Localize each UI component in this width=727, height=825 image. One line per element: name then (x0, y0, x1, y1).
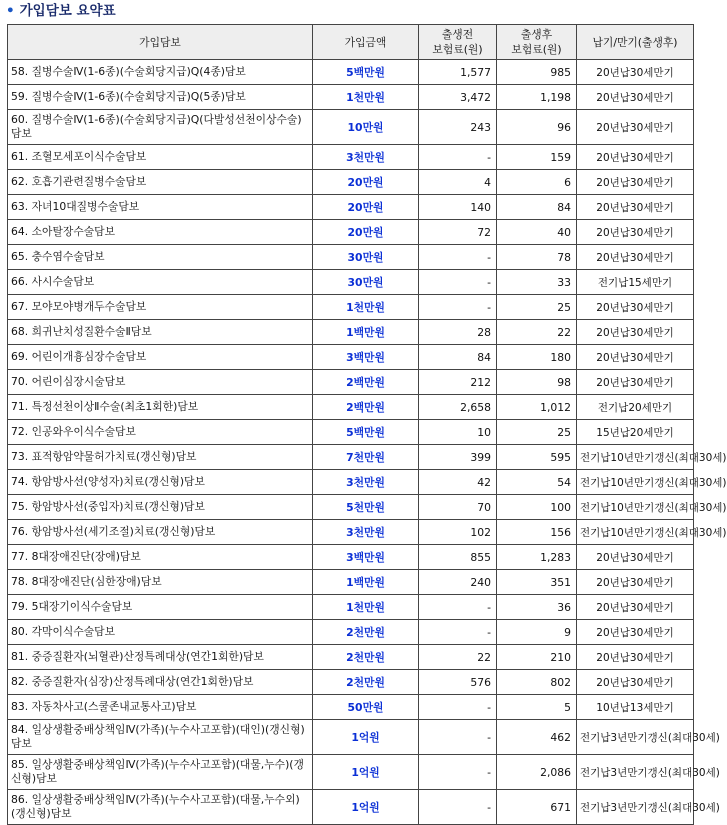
coverage-name-cell: 72. 인공와우이식수술담보 (8, 420, 313, 445)
postbirth-premium-cell: 54 (497, 470, 577, 495)
amount-cell: 1억원 (313, 720, 419, 755)
table-row (8, 495, 694, 520)
postbirth-premium-cell: 156 (497, 520, 577, 545)
term-cell: 전기납10년만기갱신(최대30세) (577, 495, 694, 520)
table-row (8, 85, 694, 110)
coverage-name-cell: 59. 질병수술Ⅳ(1-6종)(수술회당지급)Q(5종)담보 (8, 85, 313, 110)
postbirth-premium-cell: 36 (497, 595, 577, 620)
coverage-name-cell: 66. 사시수술담보 (8, 270, 313, 295)
prebirth-premium-cell: 22 (419, 645, 497, 670)
postbirth-premium-cell: 100 (497, 495, 577, 520)
header-prebirth-line2: 보험료(원) (432, 43, 483, 56)
coverage-name-cell: 81. 중증질환자(뇌혈관)산정특례대상(연간1회한)담보 (8, 645, 313, 670)
prebirth-premium-cell: - (419, 695, 497, 720)
coverage-name-cell: 76. 항암방사선(세기조절)치료(갱신형)담보 (8, 520, 313, 545)
table-row (8, 110, 694, 145)
term-cell: 전기납3년만기갱신(최대30세) (577, 720, 694, 755)
table-row (8, 720, 694, 755)
prebirth-premium-cell: - (419, 755, 497, 790)
header-term: 납기/만기(출생후) (577, 25, 694, 60)
postbirth-premium-cell: 6 (497, 170, 577, 195)
postbirth-premium-cell: 5 (497, 695, 577, 720)
table-row (8, 220, 694, 245)
amount-cell: 1백만원 (313, 320, 419, 345)
section-title (0, 0, 702, 24)
postbirth-premium-cell: 351 (497, 570, 577, 595)
header-amount: 가입금액 (313, 25, 419, 60)
term-cell: 20년납30세만기 (577, 670, 694, 695)
postbirth-premium-cell: 33 (497, 270, 577, 295)
header-postbirth-line1: 출생후 (520, 28, 553, 41)
header-coverage: 가입담보 (8, 25, 313, 60)
coverage-name-cell: 75. 항암방사선(중입자)치료(갱신형)담보 (8, 495, 313, 520)
section-title-text: 가입담보 요약표 (19, 3, 116, 19)
prebirth-premium-cell: 2,658 (419, 395, 497, 420)
postbirth-premium-cell: 671 (497, 790, 577, 825)
table-row (8, 790, 694, 825)
table-row (8, 370, 694, 395)
prebirth-premium-cell: 10 (419, 420, 497, 445)
coverage-name-cell: 73. 표적항암약물허가치료(갱신형)담보 (8, 445, 313, 470)
term-cell: 20년납30세만기 (577, 545, 694, 570)
term-cell: 20년납30세만기 (577, 345, 694, 370)
table-row (8, 245, 694, 270)
postbirth-premium-cell: 1,012 (497, 395, 577, 420)
term-cell: 20년납30세만기 (577, 245, 694, 270)
term-cell: 20년납30세만기 (577, 110, 694, 145)
amount-cell: 2천만원 (313, 620, 419, 645)
coverage-name-cell: 58. 질병수술Ⅳ(1-6종)(수술회당지급)Q(4종)담보 (8, 60, 313, 85)
term-cell: 20년납30세만기 (577, 320, 694, 345)
table-row (8, 295, 694, 320)
prebirth-premium-cell: 28 (419, 320, 497, 345)
coverage-name-cell: 79. 5대장기이식수술담보 (8, 595, 313, 620)
term-cell: 10년납13세만기 (577, 695, 694, 720)
term-cell: 전기납10년만기갱신(최대30세) (577, 520, 694, 545)
prebirth-premium-cell: 399 (419, 445, 497, 470)
postbirth-premium-cell: 462 (497, 720, 577, 755)
coverage-name-cell: 63. 자녀10대질병수술담보 (8, 195, 313, 220)
postbirth-premium-cell: 96 (497, 110, 577, 145)
amount-cell: 3백만원 (313, 545, 419, 570)
postbirth-premium-cell: 2,086 (497, 755, 577, 790)
term-cell: 20년납30세만기 (577, 645, 694, 670)
term-cell: 전기납10년만기갱신(최대30세) (577, 470, 694, 495)
prebirth-premium-cell: 576 (419, 670, 497, 695)
table-row (8, 695, 694, 720)
term-cell: 전기납3년만기갱신(최대30세) (577, 755, 694, 790)
amount-cell: 1백만원 (313, 570, 419, 595)
amount-cell: 5백만원 (313, 420, 419, 445)
bullet-icon: • (6, 3, 15, 19)
prebirth-premium-cell: 243 (419, 110, 497, 145)
coverage-name-cell: 80. 각막이식수술담보 (8, 620, 313, 645)
coverage-name-cell: 60. 질병수술Ⅳ(1-6종)(수술회당지급)Q(다발성선천이상수술)담보 (8, 110, 313, 145)
term-cell: 15년납20세만기 (577, 420, 694, 445)
postbirth-premium-cell: 1,283 (497, 545, 577, 570)
coverage-name-cell: 82. 중증질환자(심장)산정특례대상(연간1회한)담보 (8, 670, 313, 695)
postbirth-premium-cell: 9 (497, 620, 577, 645)
amount-cell: 2천만원 (313, 645, 419, 670)
postbirth-premium-cell: 802 (497, 670, 577, 695)
coverage-name-cell: 78. 8대장애진단(심한장애)담보 (8, 570, 313, 595)
coverage-name-cell: 83. 자동차사고(스쿨존내교통사고)담보 (8, 695, 313, 720)
table-row (8, 470, 694, 495)
table-row (8, 545, 694, 570)
prebirth-premium-cell: 84 (419, 345, 497, 370)
prebirth-premium-cell: 102 (419, 520, 497, 545)
amount-cell: 1억원 (313, 790, 419, 825)
term-cell: 20년납30세만기 (577, 370, 694, 395)
amount-cell: 2천만원 (313, 670, 419, 695)
coverage-name-cell: 61. 조혈모세포이식수술담보 (8, 145, 313, 170)
postbirth-premium-cell: 985 (497, 60, 577, 85)
table-row (8, 670, 694, 695)
prebirth-premium-cell: 3,472 (419, 85, 497, 110)
term-cell: 20년납30세만기 (577, 170, 694, 195)
prebirth-premium-cell: - (419, 595, 497, 620)
table-header-row (8, 25, 694, 60)
header-postbirth-premium (497, 25, 577, 60)
prebirth-premium-cell: 140 (419, 195, 497, 220)
table-row (8, 595, 694, 620)
coverage-name-cell: 69. 어린이개흉심장수술담보 (8, 345, 313, 370)
prebirth-premium-cell: - (419, 720, 497, 755)
postbirth-premium-cell: 78 (497, 245, 577, 270)
table-row (8, 445, 694, 470)
term-cell: 20년납30세만기 (577, 85, 694, 110)
term-cell: 전기납15세만기 (577, 270, 694, 295)
prebirth-premium-cell: - (419, 790, 497, 825)
amount-cell: 3천만원 (313, 520, 419, 545)
term-cell: 20년납30세만기 (577, 60, 694, 85)
amount-cell: 3백만원 (313, 345, 419, 370)
prebirth-premium-cell: 4 (419, 170, 497, 195)
table-row (8, 420, 694, 445)
table-row (8, 195, 694, 220)
term-cell: 20년납30세만기 (577, 595, 694, 620)
coverage-name-cell: 68. 희귀난치성질환수술Ⅱ담보 (8, 320, 313, 345)
table-row (8, 645, 694, 670)
term-cell: 전기납20세만기 (577, 395, 694, 420)
amount-cell: 3천만원 (313, 470, 419, 495)
postbirth-premium-cell: 210 (497, 645, 577, 670)
amount-cell: 1천만원 (313, 295, 419, 320)
postbirth-premium-cell: 25 (497, 295, 577, 320)
amount-cell: 30만원 (313, 270, 419, 295)
coverage-name-cell: 64. 소아탈장수술담보 (8, 220, 313, 245)
coverage-name-cell: 70. 어린이심장시술담보 (8, 370, 313, 395)
prebirth-premium-cell: - (419, 620, 497, 645)
postbirth-premium-cell: 1,198 (497, 85, 577, 110)
amount-cell: 20만원 (313, 170, 419, 195)
prebirth-premium-cell: 240 (419, 570, 497, 595)
coverage-name-cell: 67. 모야모야병개두수술담보 (8, 295, 313, 320)
coverage-summary-table (7, 24, 727, 825)
table-row (8, 755, 694, 790)
table-row (8, 395, 694, 420)
prebirth-premium-cell: - (419, 270, 497, 295)
coverage-name-cell: 62. 호흡기관련질병수술담보 (8, 170, 313, 195)
term-cell: 전기납10년만기갱신(최대30세) (577, 445, 694, 470)
table-row (8, 270, 694, 295)
coverage-name-cell: 74. 항암방사선(양성자)치료(갱신형)담보 (8, 470, 313, 495)
header-prebirth-premium (419, 25, 497, 60)
amount-cell: 1천만원 (313, 85, 419, 110)
amount-cell: 50만원 (313, 695, 419, 720)
table-row (8, 170, 694, 195)
term-cell: 전기납3년만기갱신(최대30세) (577, 790, 694, 825)
amount-cell: 30만원 (313, 245, 419, 270)
table-row (8, 60, 694, 85)
amount-cell: 5천만원 (313, 495, 419, 520)
postbirth-premium-cell: 595 (497, 445, 577, 470)
prebirth-premium-cell: - (419, 145, 497, 170)
header-postbirth-line2: 보험료(원) (511, 43, 562, 56)
amount-cell: 1천만원 (313, 595, 419, 620)
amount-cell: 20만원 (313, 195, 419, 220)
postbirth-premium-cell: 84 (497, 195, 577, 220)
coverage-name-cell: 85. 일상생활중배상책임Ⅳ(가족)(누수사고포함)(대물,누수)(갱신형)담보 (8, 755, 313, 790)
term-cell: 20년납30세만기 (577, 220, 694, 245)
amount-cell: 1억원 (313, 755, 419, 790)
table-row (8, 570, 694, 595)
table-row (8, 620, 694, 645)
term-cell: 20년납30세만기 (577, 570, 694, 595)
amount-cell: 10만원 (313, 110, 419, 145)
postbirth-premium-cell: 159 (497, 145, 577, 170)
term-cell: 20년납30세만기 (577, 195, 694, 220)
prebirth-premium-cell: 70 (419, 495, 497, 520)
prebirth-premium-cell: 42 (419, 470, 497, 495)
postbirth-premium-cell: 180 (497, 345, 577, 370)
prebirth-premium-cell: 72 (419, 220, 497, 245)
amount-cell: 20만원 (313, 220, 419, 245)
term-cell: 20년납30세만기 (577, 620, 694, 645)
prebirth-premium-cell: - (419, 245, 497, 270)
amount-cell: 7천만원 (313, 445, 419, 470)
coverage-name-cell: 84. 일상생활중배상책임Ⅳ(가족)(누수사고포함)(대인)(갱신형)담보 (8, 720, 313, 755)
table-body (8, 60, 727, 825)
prebirth-premium-cell: 1,577 (419, 60, 497, 85)
header-prebirth-line1: 출생전 (441, 28, 474, 41)
amount-cell: 3천만원 (313, 145, 419, 170)
postbirth-premium-cell: 25 (497, 420, 577, 445)
postbirth-premium-cell: 40 (497, 220, 577, 245)
amount-cell: 2백만원 (313, 395, 419, 420)
amount-cell: 2백만원 (313, 370, 419, 395)
term-cell: 20년납30세만기 (577, 295, 694, 320)
coverage-name-cell: 77. 8대장애진단(장애)담보 (8, 545, 313, 570)
postbirth-premium-cell: 22 (497, 320, 577, 345)
prebirth-premium-cell: 855 (419, 545, 497, 570)
coverage-name-cell: 71. 특정선천이상Ⅱ수술(최초1회한)담보 (8, 395, 313, 420)
table-row (8, 520, 694, 545)
table-row (8, 320, 694, 345)
coverage-name-cell: 65. 충수염수술담보 (8, 245, 313, 270)
prebirth-premium-cell: 212 (419, 370, 497, 395)
prebirth-premium-cell: - (419, 295, 497, 320)
table-row (8, 345, 694, 370)
coverage-name-cell: 86. 일상생활중배상책임Ⅳ(가족)(누수사고포함)(대물,누수외)(갱신형)담보 (8, 790, 313, 825)
postbirth-premium-cell: 98 (497, 370, 577, 395)
amount-cell: 5백만원 (313, 60, 419, 85)
table-row (8, 145, 694, 170)
term-cell: 20년납30세만기 (577, 145, 694, 170)
